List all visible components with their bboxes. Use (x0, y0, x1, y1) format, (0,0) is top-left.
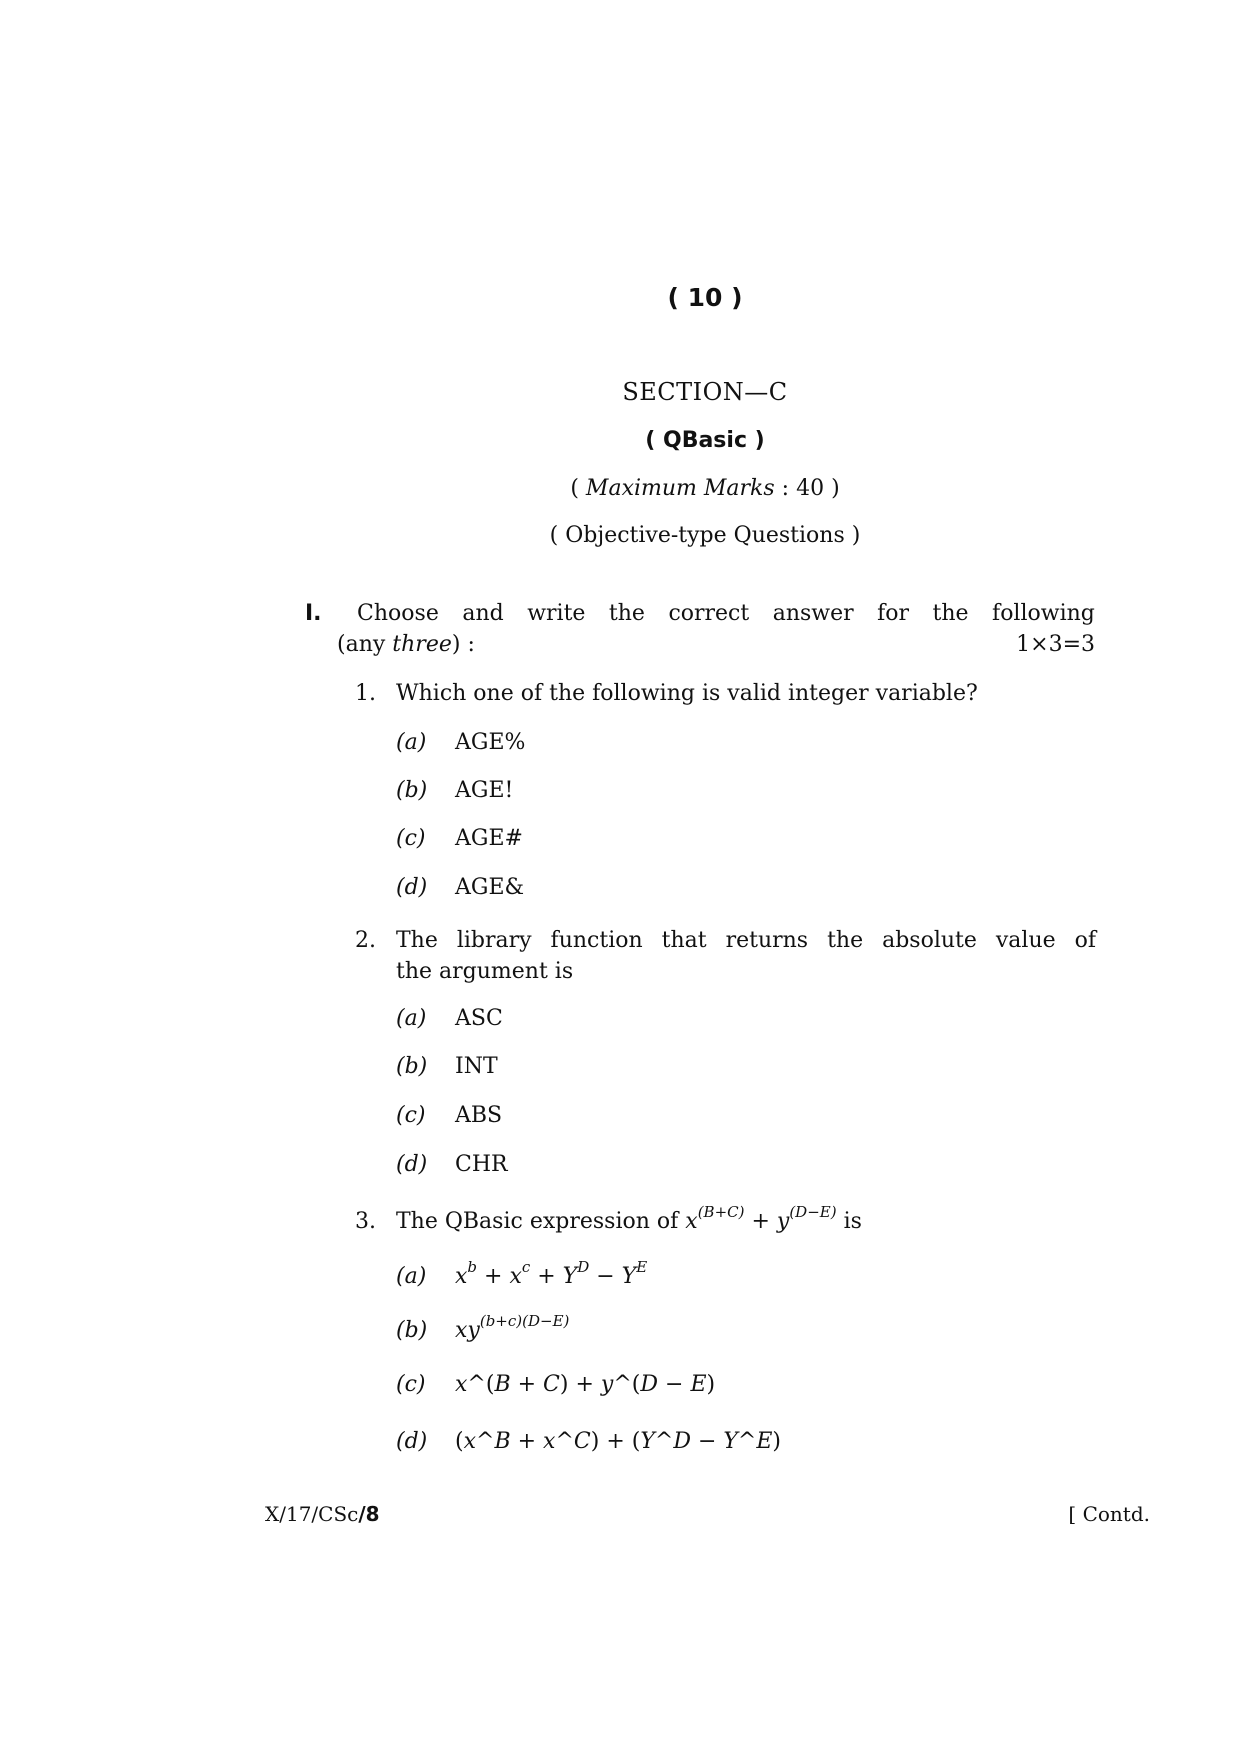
option-expression: x^(B + C) + y^(D − E) (455, 1372, 716, 1397)
instruction-line-1 (305, 598, 1095, 629)
option-label: (d) (396, 1152, 428, 1177)
instruction-word: for (877, 601, 910, 626)
three-text: three (392, 632, 452, 657)
instruction-word: the (932, 601, 969, 626)
question-text-prefix: The QBasic expression of (396, 1209, 686, 1234)
instruction-word: answer (772, 601, 854, 626)
question-1 (0, 678, 1242, 710)
instruction (305, 598, 1095, 660)
question-3 (0, 1203, 1242, 1242)
question-text-line-1: The library function that returns the absolute value of (396, 928, 1096, 953)
section-subject: ( QBasic ) (645, 428, 765, 453)
option-text: ABS (455, 1103, 503, 1128)
option-expression: (x^B + x^C) + (Y^D − Y^E) (455, 1429, 781, 1454)
question-text-suffix: is (836, 1209, 862, 1234)
question-type: ( Objective-type Questions ) (549, 523, 861, 548)
marks-prefix: ( (570, 476, 586, 501)
instruction-word: correct (668, 601, 750, 626)
option-label: (b) (396, 778, 428, 803)
question-2 (0, 925, 1242, 989)
question-text-line-2: the argument is (396, 959, 574, 984)
instruction-numeral: I. (305, 601, 322, 626)
option-text: AGE! (455, 778, 514, 803)
option-expression: $xy^{(b+c)(D-E)}$ (455, 1312, 570, 1343)
option-text: ASC (455, 1006, 503, 1031)
option-label: (a) (396, 1006, 427, 1031)
question-expression: $x^{(B+C)} + y^{(D-E)}$ (685, 1203, 837, 1234)
question-text (396, 1203, 1096, 1239)
option-text: CHR (455, 1152, 508, 1177)
any-text: (any (337, 632, 393, 657)
page-number: ( 10 ) (667, 283, 743, 312)
option-text: AGE& (455, 875, 525, 900)
section-title: SECTION—C (622, 378, 788, 406)
marks-label: Maximum Marks (585, 476, 775, 501)
colon-text: ) : (451, 632, 475, 657)
continued-note: [ Contd. (1068, 1502, 1150, 1526)
option-label: (d) (396, 1429, 428, 1454)
question-text: Which one of the following is valid integer variable? (396, 681, 978, 706)
instruction-word: write (527, 601, 586, 626)
paper-code (265, 1502, 380, 1526)
maximum-marks (0, 476, 1242, 501)
option-label: (a) (396, 730, 427, 755)
instruction-word: following (992, 601, 1095, 626)
instruction-word: the (608, 601, 645, 626)
option-label: (d) (396, 875, 428, 900)
instruction-marks: 1×3=3 (1016, 632, 1095, 657)
option-label: (c) (396, 1372, 426, 1397)
marks-value: : 40 ) (774, 476, 840, 501)
option-text: AGE% (455, 730, 526, 755)
question-number: 1. (355, 681, 376, 706)
option-label: (c) (396, 826, 426, 851)
question-number: 2. (355, 928, 376, 953)
paper-code-page: /8 (358, 1502, 380, 1526)
option-label: (b) (396, 1318, 428, 1343)
option-expression: $x^b + x^c + Y^D - Y^E$ (455, 1258, 648, 1289)
question-number: 3. (355, 1209, 376, 1234)
option-label: (b) (396, 1054, 428, 1079)
paper-code-text: X/17/CSc (265, 1502, 359, 1526)
option-label: (a) (396, 1264, 427, 1289)
option-label: (c) (396, 1103, 426, 1128)
instruction-any-three (337, 629, 475, 660)
instruction-word: Choose (357, 601, 439, 626)
option-text: AGE# (455, 826, 523, 851)
option-text: INT (455, 1054, 498, 1079)
instruction-word: and (462, 601, 504, 626)
instruction-line-2 (305, 629, 1095, 660)
